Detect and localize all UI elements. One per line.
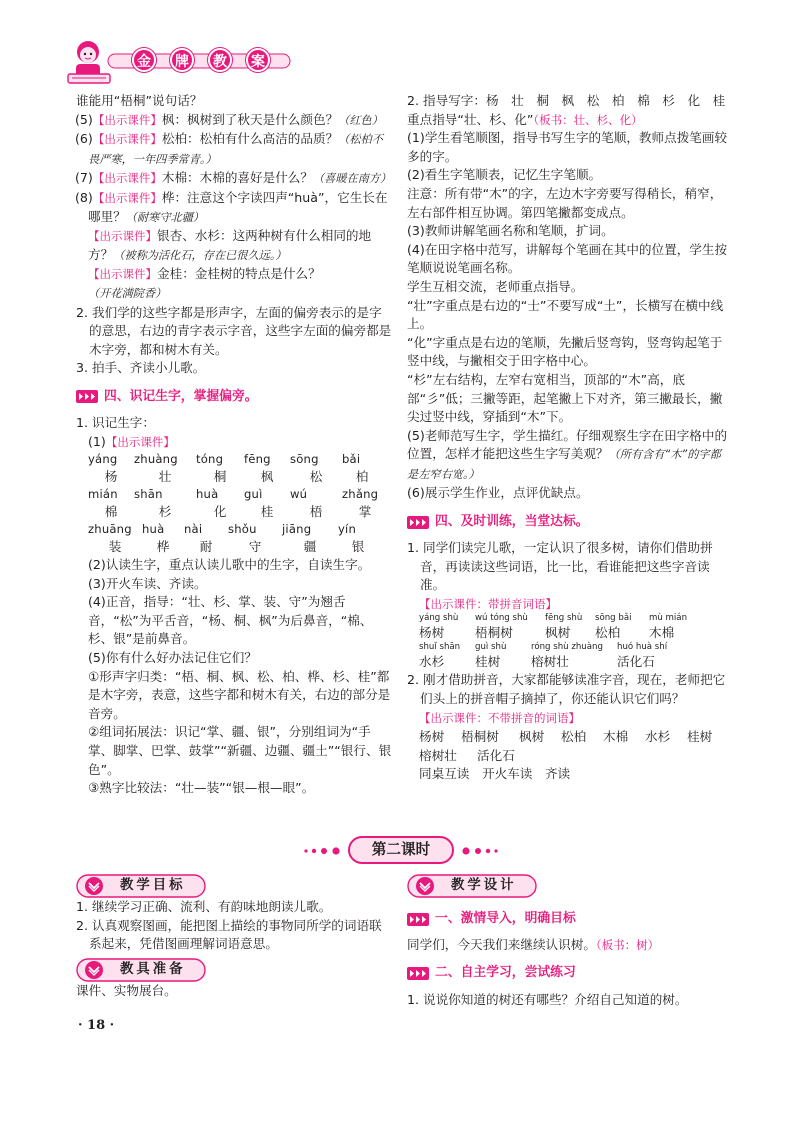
- paragraph: 1. 同学们读完儿歌，一定认识了很多树，请你们借助拼音，再读读这些词语，比一比，看谁能把这些字音读准。: [407, 540, 713, 593]
- paragraph: (6)展示学生作业，点评优缺点。: [407, 485, 589, 501]
- courseware-tag: 【出示课件】: [88, 267, 157, 282]
- paragraph: 【出示课件】银杏、水杉：这两种树有什么相同的地方？（被称为活化石，存在已很久远。）: [88, 228, 372, 262]
- paragraph: (3)教师讲解笔画名称和笔顺，扩词。: [407, 223, 614, 239]
- paragraph: 1. 说说你知道的树还有哪些？介绍自己知道的树。: [407, 991, 688, 1007]
- paragraph: 同桌互读 开火车读 齐读: [419, 766, 571, 782]
- section-heading: 二、自主学习，尝试练习: [407, 961, 729, 987]
- pinyin-row: mián shān huà guì wú zhǎng: [88, 487, 379, 502]
- page-number: · 18 ·: [78, 1018, 115, 1033]
- paragraph: 同学们，今天我们来继续认识树。（板书：树）: [407, 937, 660, 952]
- courseware-tag: 【出示课件：不带拼音的词语】: [419, 710, 580, 725]
- header-logo: [58, 36, 288, 88]
- paragraph: (2)认读生字，重点认读儿歌中的生字，自读生字。: [88, 557, 371, 573]
- paragraph: 2. 指导写字：杨 壮 桐 枫 松 柏 棉 杉 化 桂: [407, 93, 726, 108]
- word-row: 水杉 桂树 榕树壮 活化石: [419, 654, 655, 670]
- logo-char: 牌: [170, 48, 194, 72]
- triple-arrow-icon: [407, 967, 429, 980]
- paragraph: 1. 识记生字：: [76, 414, 155, 430]
- paragraph: 2. 我们学的这些字都是形声字，左面的偏旁表示的是字的意思，右边的青字表示字音，这些字左面的偏旁都是木字旁，都和树木有关。: [76, 304, 392, 357]
- paragraph: 3. 拍手、齐读小儿歌。: [76, 360, 206, 376]
- paragraph: 谁能用“梧桐”说句话？: [76, 93, 203, 108]
- courseware-tag: 【出示课件】: [92, 132, 162, 147]
- paragraph: (1)【出示课件】: [88, 433, 175, 449]
- board-note: （板书：树）: [595, 938, 660, 952]
- courseware-tag: 【出示课件】: [92, 190, 162, 205]
- paragraph: (3)开火车读、齐读。: [88, 575, 207, 591]
- paragraph: ②组词拓展法：识记“掌、疆、银”，分别组词为“手掌、脚掌、巴掌、鼓掌”“新疆、边疆、疆土”“银行、银色”。: [88, 724, 392, 777]
- board-note: （板书：壮、杉、化）: [533, 112, 643, 127]
- paragraph: 1. 继续学习正确、流利、有韵味地朗读儿歌。: [76, 899, 332, 914]
- section-pill-teaching-goals: 教学目标: [76, 874, 206, 898]
- triple-arrow-icon: [407, 913, 429, 926]
- section-pill-teaching-design: 教学设计: [407, 874, 537, 898]
- triple-arrow-icon: [76, 390, 98, 403]
- courseware-tag: 【出示课件】: [92, 171, 162, 186]
- left-column: [76, 92, 394, 798]
- courseware-tag: 【出示课件】: [105, 434, 175, 449]
- paragraph: [407, 709, 729, 728]
- paragraph: 重点指导“壮、杉、化”（板书：壮、杉、化）: [407, 111, 643, 127]
- char-row: 棉 杉 化 桂 梧 掌: [104, 504, 372, 520]
- char-row: 杨 壮 桐 枫 松 柏: [104, 469, 369, 485]
- paragraph: 注意：所有带“木”的字，左边木字旁要写得稍长，稍窄，左右部件相互协调。第四笔撇都变成点。: [407, 185, 723, 220]
- paragraph: “壮”字重点是右边的“士”不要写成“土”，长横写在横中线上。: [407, 297, 724, 332]
- right-column: [407, 92, 729, 784]
- paragraph: (5)老师范写生字，学生描红。仔细观察生字在田字格中的位置，怎样才能把这些生字写美观？（所有含有“木”的字都是左窄右宽。）: [407, 427, 728, 481]
- word-row: 杨树 梧桐树 枫树 松柏 木棉: [419, 625, 675, 641]
- char-row: 装 桦 耐 守 疆 银: [108, 539, 365, 555]
- paragraph: 2. 刚才借助拼音，大家都能够读准字音，现在，老师把它们头上的拼音帽子摘掉了，你还能认识它们吗？: [407, 672, 726, 707]
- paragraph: 学生互相交流，老师重点指导。: [407, 278, 584, 294]
- courseware-tag: 【出示课件】: [88, 229, 157, 244]
- logo-char: 案: [246, 48, 270, 72]
- paragraph: (5)你有什么好办法记住它们？: [88, 650, 257, 666]
- logo-char: 金: [132, 48, 156, 72]
- word-pinyin-row: shuǐ shān guì shù róng shù zhuàng huó huà shí: [419, 642, 668, 653]
- paragraph: “杉”左右结构，左窄右宽相当，顶部的“木”高，底部“彡”低；三撇等距，起笔撇上下对齐，第三撇最长，撇尖过竖中线，穿插到“木”下。: [407, 371, 723, 425]
- paragraph: (1)学生看笔顺图，指导书写生字的笔顺，教师点拨笔画较多的字。: [407, 130, 728, 164]
- word-row: 榕树壮 活化石: [419, 748, 515, 764]
- courseware-tag: 【出示课件】: [92, 112, 162, 127]
- paragraph: (8)【出示课件】桦：注意这个字读四声“huà”，它生长在哪里？（耐寒守北疆）: [75, 189, 388, 224]
- bottom-right-content: [407, 906, 729, 1009]
- paragraph: (5)【出示课件】枫：枫树到了秋天是什么颜色？（红色）: [75, 111, 383, 127]
- paragraph: (4)正音，指导：“壮、杉、掌、装、守”为翘舌音，“松”为平舌音，“杨、桐、枫”为后鼻音，“棉、杉、银”是前鼻音。: [88, 594, 373, 647]
- pinyin-row: zhuāng huà nài shǒu jiāng yín: [88, 522, 357, 537]
- pinyin-row: yáng zhuàng tóng fēng sōng bǎi: [88, 452, 361, 467]
- section-heading: 一、激情导入，明确目标: [407, 906, 729, 932]
- paragraph: (7)【出示课件】木棉：木棉的喜好是什么？（喜暖在南方）: [75, 170, 392, 186]
- bottom-left-content: [76, 898, 394, 1000]
- paragraph: ①形声字归类：“梧、桐、枫、松、柏、桦、杉、桂”都是木字旁，表意，这些字都和树木有关，右边的部分是音旁。: [88, 668, 391, 721]
- word-row: 杨树 梧桐树 枫树 松柏 木棉 水杉 桂树: [419, 729, 713, 745]
- paragraph: (6)【出示课件】松柏：松柏有什么高洁的品质？（松柏不畏严寒，一年四季常青。）: [75, 131, 383, 166]
- paragraph: (2)看生字笔顺表，记忆生字笔顺。: [407, 167, 602, 183]
- lesson-title: 第二课时: [348, 836, 454, 864]
- paragraph: 【出示课件】金桂：金桂树的特点是什么？（开花满院香）: [88, 266, 321, 300]
- courseware-tag: 【出示课件：带拼音词语】: [419, 596, 557, 611]
- paragraph: [407, 595, 729, 614]
- paragraph: “化”字重点是右边的笔顺，先撇后竖弯钩，竖弯钩起笔于竖中线，与撇相交于田字格中心。: [407, 334, 723, 369]
- paragraph: 课件、实物展台。: [76, 982, 177, 998]
- triple-arrow-icon: [407, 516, 429, 529]
- logo-char: 教: [208, 48, 232, 72]
- paragraph: (4)在田字格中范写，讲解每个笔画在其中的位置，学生按笔顺说说笔画名称。: [407, 241, 728, 276]
- section-pill-teaching-aids: 教具准备: [76, 958, 206, 982]
- paragraph: ③熟字比较法：“壮—装”“银—根—眼”。: [88, 780, 315, 796]
- paragraph: 2. 认真观察图画，能把图上描绘的事物同所学的词语联系起来，凭借图画理解词语意思。: [76, 917, 382, 952]
- word-pinyin-row: yáng shù wú tóng shù fēng shù sōng bǎi mù mián: [419, 613, 688, 624]
- section-heading: 四、及时训练，当堂达标。: [407, 509, 729, 535]
- section-heading: 四、识记生字，掌握偏旁。: [76, 384, 394, 410]
